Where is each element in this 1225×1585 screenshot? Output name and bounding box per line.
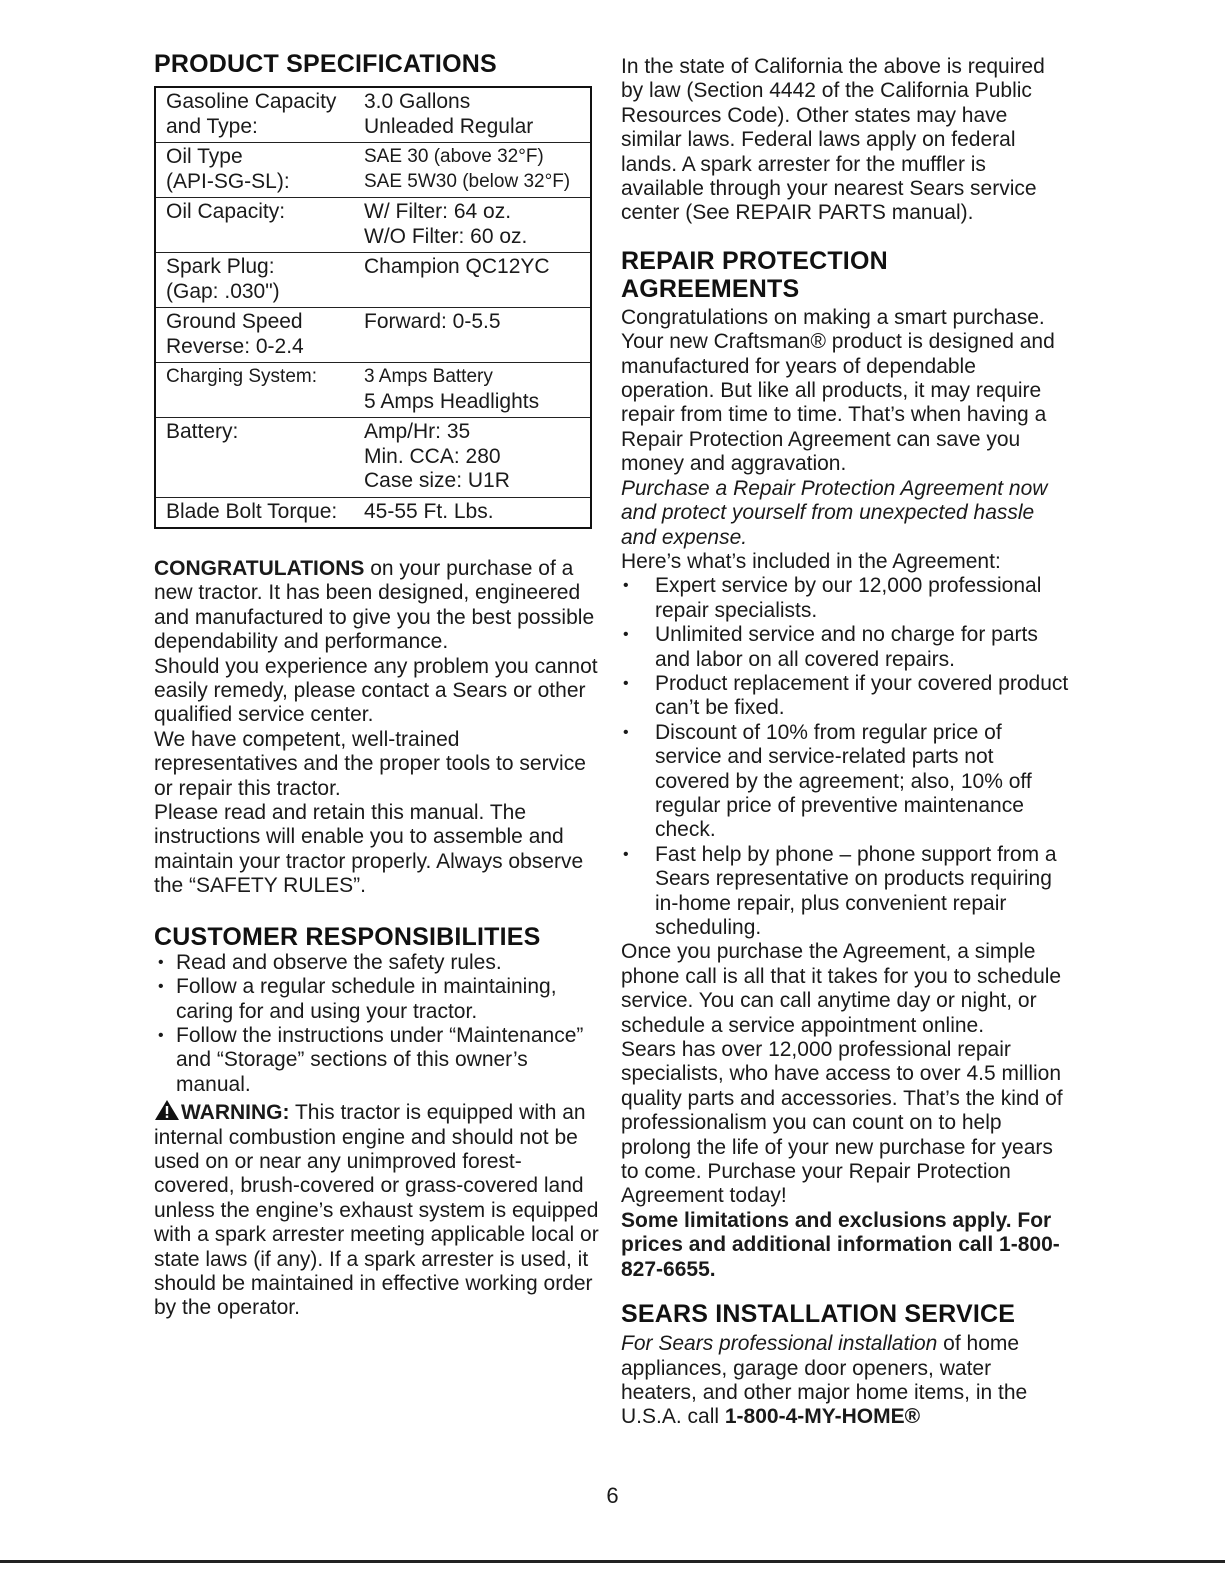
left-column [154, 50, 599, 1321]
spec-key: Ground Speed [166, 310, 303, 333]
warning-text: This tractor is equipped with an internal combustion engine and should not be used on or near any unimproved forest-covered, brush-covered or grass-covered land unless the engine’s exhaust system is equipped with a spark arrester meeting applicable local or state laws (if any). If a spark arrester is used, it should be maintained in effective working order by the operator. [154, 1101, 599, 1320]
spec-value: Case size: U1R [364, 469, 510, 492]
list-item: • Read and observe the safety rules. [154, 951, 599, 975]
spec-value: 45-55 Ft. Lbs. [364, 499, 494, 523]
body-paragraph: Congratulations on making a smart purchase. Your new Craftsman® product is designed and manufactured for years of dependable operation. But like all products, it may require repair from time to time. That’s when having a Repair Protection Agreement can save you money and aggravation. [621, 305, 1055, 476]
spec-key: (API-SG-SL): [166, 169, 290, 193]
install-text: of home appliances, garage door openers, water heaters, and other major home items, in the U.S.A. call [621, 1332, 1028, 1429]
spec-key: Battery: [166, 420, 239, 443]
body-paragraph: Sears has over 12,000 professional repair specialists, who have access to over 4.5 million quality parts and accessories. That’s the kind of professionalism you can count on to help prolong the life of your new purchase for years to come. Purchase your Repair Protection Agreement today! [621, 1038, 1063, 1208]
table-row [155, 143, 591, 198]
spec-key: Spark Plug: [166, 255, 275, 278]
page-number: 6 [606, 1483, 619, 1508]
list-item: • Follow the instructions under “Maintenance” and “Storage” sections of this owner’s manual. [154, 1024, 599, 1097]
agreement-list [621, 574, 1071, 940]
spec-value: 3.0 Gallons [364, 90, 471, 113]
responsibilities-heading: CUSTOMER RESPONSIBILITIES [154, 922, 541, 951]
spec-value: 5 Amps Headlights [364, 389, 540, 413]
body-paragraph: Here’s what’s included in the Agreement: [621, 549, 1001, 573]
responsibilities-list [154, 951, 599, 1097]
spec-key: Gasoline Capacity [166, 90, 337, 113]
table-row [155, 198, 591, 253]
spec-value: W/O Filter: 60 oz. [364, 224, 528, 248]
list-item: • Follow a regular schedule in maintaining, caring for and using your tractor. [154, 975, 599, 1024]
spec-value: SAE 30 (above 32°F) [364, 146, 544, 167]
spec-key: and Type: [166, 114, 258, 138]
spec-value: Min. CCA: 280 [364, 444, 501, 468]
table-row [155, 497, 591, 528]
spec-key: Charging System: [166, 366, 318, 387]
warning-icon [154, 1099, 180, 1121]
specs-heading: PRODUCT SPECIFICATIONS [154, 50, 497, 78]
install-heading: SEARS INSTALLATION SERVICE [621, 1300, 1016, 1329]
list-item: • Discount of 10% from regular price of service and service-related parts not covered by the agreement; also, 10% off regular price of preventive maintenance check. [621, 721, 1071, 843]
table-row [155, 87, 591, 143]
list-item: • Expert service by our 12,000 professional repair specialists. [621, 574, 1071, 623]
repair-heading: REPAIR PROTECTION AGREEMENTS [621, 246, 888, 303]
limitations-note: Some limitations and exclusions apply. For prices and additional information call 1-800-827-6655. [621, 1208, 1060, 1281]
install-phone: 1-800-4-MY-HOME® [724, 1405, 921, 1429]
install-paragraph [621, 1332, 1071, 1430]
spec-value: Amp/Hr: 35 [364, 420, 471, 443]
spec-key: Blade Bolt Torque: [166, 499, 338, 523]
body-paragraph: Once you purchase the Agreement, a simple phone call is all that it takes for you to schedule service. You can call anytime day or night, or schedule a service appointment online. [621, 940, 1062, 1037]
install-lead: For Sears professional installation [621, 1332, 938, 1356]
list-item: • Fast help by phone – phone support from a Sears representative on products requiring in-home repair, plus convenient repair scheduling. [621, 843, 1071, 941]
list-item: • Unlimited service and no charge for parts and labor on all covered repairs. [621, 623, 1071, 672]
spec-value: 3 Amps Battery [364, 366, 493, 387]
spec-value: Unleaded Regular [364, 114, 534, 138]
spec-key: Oil Type [166, 145, 243, 168]
list-item: • Product replacement if your covered product can’t be fixed. [621, 672, 1071, 721]
table-row [155, 363, 591, 418]
spec-key: Oil Capacity: [166, 200, 286, 223]
spec-key: (Gap: .030") [166, 279, 280, 303]
specs-table [154, 86, 592, 529]
warning-paragraph [154, 1099, 599, 1321]
congratulations-text: on your purchase of a new tractor. It has been designed, engineered and manufactured to give you the best possible dependability and performance. [154, 557, 595, 654]
table-row [155, 253, 591, 308]
california-paragraph: In the state of California the above is required by law (Section 4442 of the California Public Resources Code). Other states may have similar laws. Federal laws apply on federal lands. A spark arrester for the muffler is available through your nearest Sears service center (See REPAIR PARTS manual). [621, 55, 1045, 225]
spec-value: SAE 5W30 (below 32°F) [364, 170, 571, 192]
spec-value: Forward: 0-5.5 [364, 310, 501, 333]
body-paragraph: Please read and retain this manual. The instructions will enable you to assemble and maintain your tractor properly. Always observe the “SAFETY RULES”. [154, 801, 584, 898]
bottom-rule [0, 1560, 1225, 1563]
body-paragraph: Should you experience any problem you cannot easily remedy, please contact a Sears or other qualified service center. [154, 654, 598, 727]
italic-paragraph: Purchase a Repair Protection Agreement now and protect yourself from unexpected hassle and expense. [621, 476, 1048, 549]
table-row [155, 418, 591, 498]
warning-label: WARNING: [181, 1101, 290, 1125]
congratulations-lead: CONGRATULATIONS [154, 557, 365, 580]
spec-value: W/ Filter: 64 oz. [364, 200, 512, 223]
right-column [621, 50, 1071, 1430]
body-paragraph: We have competent, well-trained representatives and the proper tools to service or repair this tractor. [154, 727, 586, 800]
table-row [155, 308, 591, 363]
spec-key: Reverse: 0-2.4 [166, 334, 304, 358]
spec-value: Champion QC12YC [364, 255, 550, 278]
congratulations-paragraph [154, 557, 599, 655]
